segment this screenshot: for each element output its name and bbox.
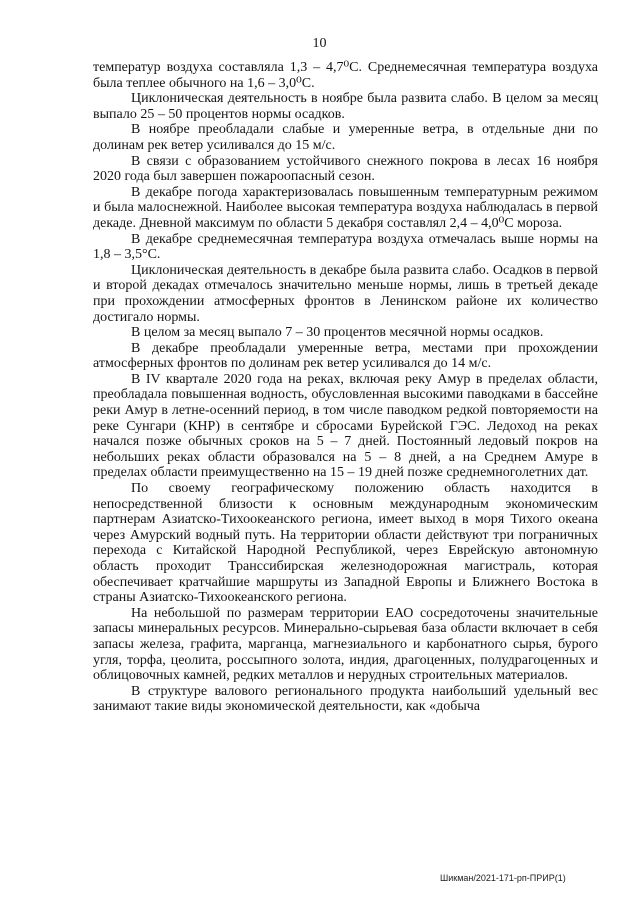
paragraph: Циклоническая деятельность в ноябре была развита слабо. В целом за месяц выпало 25 – 50 процентов нормы осадков.: [93, 91, 598, 122]
body-text: [93, 60, 598, 715]
paragraph: По своему географическому положению область находится в непосредственной близости к основным международным экономическим партнерам Азиатско-Тихоокеанского региона, имеет выход в моря Тихого океана через Амурский водный путь. На территории области действуют три пограничных перехода с Китайской Народной Республикой, через Еврейскую автономную область проходит Транссибирская железнодорожная магистраль, которая обеспечивает кратчайшие маршруты из Западной Европы и Ближнего Востока в страны Азиатско-Тихоокеанского региона.: [93, 481, 598, 606]
paragraph: В целом за месяц выпало 7 – 30 процентов месячной нормы осадков.: [131, 325, 544, 341]
paragraph: В декабре погода характеризовалась повышенным температурным режимом и была малоснежной. Наиболее высокая температура воздуха наблюдалась в первой декаде. Дневной максимум по области 5 декабря составлял 2,4 – 4,0⁰С мороза.: [93, 184, 598, 231]
paragraph: В структуре валового регионального продукта наибольший удельный вес занимают такие виды экономической деятельности, как «добыча: [93, 683, 598, 715]
paragraph: В декабре среднемесячная температура воздуха отмечалась выше нормы на 1,8 – 3,5°С.: [93, 231, 598, 263]
paragraph: Циклоническая деятельность в декабре была развита слабо. Осадков в первой и второй декадах отмечалось значительно меньше нормы, лишь в третьей декаде при прохождении атмосферных фронтов в Ленинском районе их количество достигало нормы.: [93, 262, 598, 325]
footer-document-code: Шикман/2021-171-рп-ПРИР(1): [440, 873, 566, 883]
paragraph: В ноябре преобладали слабые и умеренные ветра, в отдельные дни по долинам рек ветер усиливался до 15 м/с.: [93, 122, 598, 153]
paragraph: На небольшой по размерам территории ЕАО сосредоточены значительные запасы минеральных ресурсов. Минерально-сырьевая база области включает в себя запасы железа, графита, марганца, магнезиального и карбонатного сырья, бурого угля, торфа, цеолита, россыпного золота, индия, драгоценных, полудрагоценных и облицовочных камней, редких металлов и нерудных строительных материалов.: [93, 605, 598, 684]
paragraph: В IV квартале 2020 года на реках, включая реку Амур в пределах области, преобладала повышенная водность, обусловленная высокими паводками в бассейне реки Амур в летне-осенний период, в том числе паводком редкой повторяемости на реке Сунгари (КНР) в сентябре и сбросами Бурейской ГЭС. Ледоход на реках начался позже обычных сроков на 5 – 7 дней. Постоянный ледовый покров на небольших реках области образовался на 5 – 8 дней, а на Среднем Амуре в пределах области преимущественно на 15 – 19 дней позже среднемноголетних дат.: [93, 371, 598, 481]
paragraph: В связи с образованием устойчивого снежного покрова в лесах 16 ноября 2020 года был завершен пожароопасный сезон.: [93, 153, 598, 185]
paragraph: температур воздуха составляла 1,3 – 4,7⁰С. Среднемесячная температура воздуха была теплее обычного на 1,6 – 3,0⁰С.: [93, 60, 598, 91]
page-number: 10: [312, 36, 327, 51]
paragraph: В декабре преобладали умеренные ветра, местами при прохождении атмосферных фронтов по долинам рек ветер усиливался до 14 м/с.: [93, 340, 598, 372]
